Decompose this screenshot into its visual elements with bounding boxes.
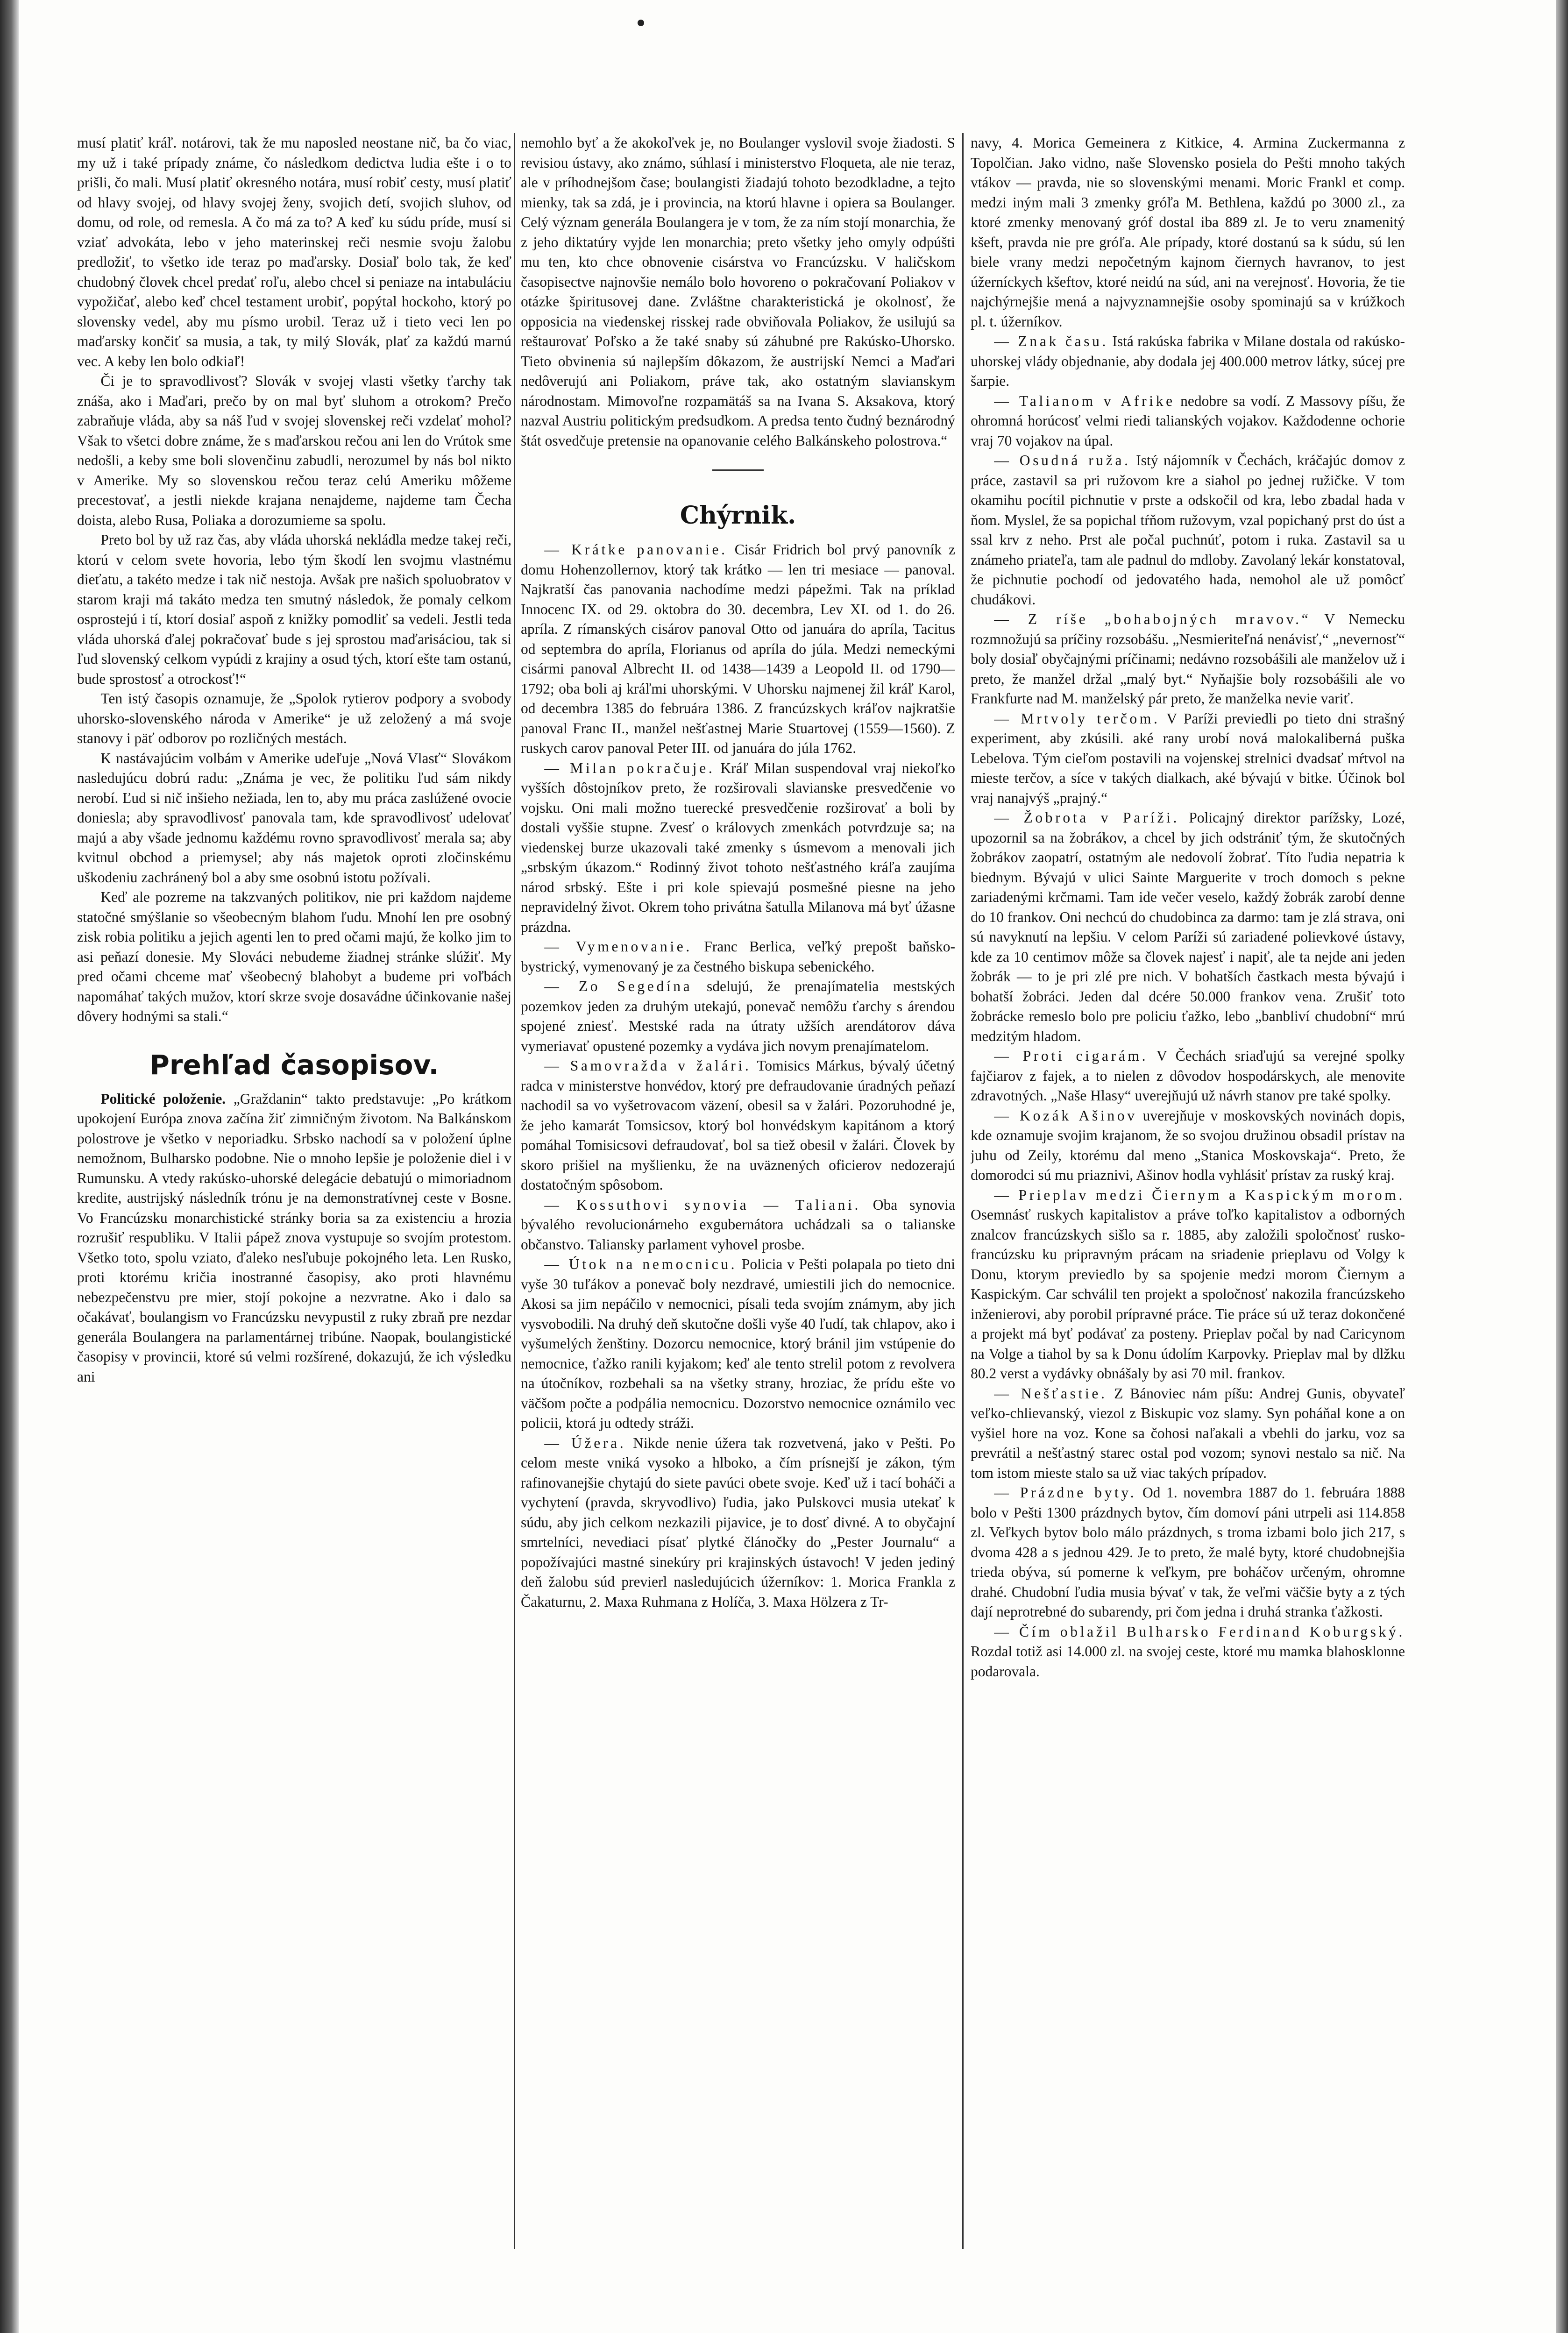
news-item-text: Kráľ Milan suspendoval vraj niekoľko vyšších dôstojníkov preto, že rozširovali slavianske presvedčenie vo vojsku. Oni mali možno tuerecké presvedčenie rozširovať a boli by dostali vyššie stupne. Zvesť o královych zmenkách potvrdzuje sa; na viedenskej burze ukazovali také zmenky s úsmevom a menovali jich „srbským úkazom.“ Rodinný život tohoto nešťastného kráľa zaujíma národ srbský. Ešte i pri kole spievajú posmešné piesne na jeho nepravidelný život. Okrem toho privátna šatulla Milanova má byť úžasne prázdna. [521, 759, 955, 935]
article-paragraph: Keď ale pozreme na takzvaných politikov, nie pri každom najdeme statočné smýšlanie so všeobecným blahom ľudu. Mnohí len pre osobný zisk robia politiku a jejich agenti len to pred očami majú, že kolko jim to asi peňazí donesie. My Slováci nebudeme žiadnej stránke slúžiť. My pred očami chceme mať všeobecný blahobyt a budeme pri voľbách napomáhať takých mužov, ktorí skrze svoje dosavádne účinkovanie našej dôvery hodnými sa stali.“ [77, 889, 511, 1024]
news-item [971, 1046, 1405, 1106]
divider-rule [712, 469, 764, 471]
news-item [971, 1185, 1405, 1384]
news-item [971, 1106, 1405, 1185]
scan-right-edge [1556, 0, 1568, 2333]
news-item [971, 1622, 1405, 1682]
article-paragraph: musí platiť kráľ. notárovi, tak že mu naposled neostane nič, ba čo viac, my už i také prípady známe, čo následkom dedictva ludia ešte i o to prišli, čo mali. Musí platiť okresného notára, musí robiť cesty, musí platiť od hlavy svojej, od hlavy svojej ženy, svojich detí, svojich sluhov, od domu, od role, od remesla. A čo má za to? A keď ku súdu príde, musí si vziať advokáta, lebo v jeho materinskej reči nesmie svoju žalobu predložiť, to všetko ide teraz po maďarsky. Dosiaľ bolo tak, že keď chudobný človek chcel predať roľu, alebo chcel si peniaze na intabuláciu vypožičať, alebo keď chcel testament urobiť, popýtal hockoho, ktorý po slovensky vedel, aby mu písmo urobil. Teraz už i tieto veci len po maďarsky končiť sa musia, a tak, ty milý Slovák, plať za každú marnú vec. A keby len bolo odkiaľ! [77, 135, 511, 369]
news-item-text: Istá rakúska fabrika v Milane dostala od rakúsko-uhorskej vlády objednanie, aby dodala jej 400.000 metrov látky, súcej pre šarpie. [971, 333, 1405, 389]
news-item-lead: — Prázdne byty. [994, 1484, 1137, 1501]
section-title-chyrnik: Chýrnik. [680, 501, 796, 530]
news-item [521, 540, 955, 759]
news-item [521, 1433, 955, 1612]
news-item [971, 610, 1405, 709]
news-item-lead: — Talianom v Afrike [994, 392, 1175, 409]
article-paragraph: nemohlo byť a že akokoľvek je, no Boulanger vyslovil svoje žiadosti. S revisiou ústavy, ako známo, súhlasí i ministerstvo Floqueta, ale nie teraz, ale v príhodnejšom čase; boulangisti žiadajú tohoto bezodkladne, a tejto mienky, tak sa zdá, je i provincia, na ktorú hlavne i opiera sa Boulanger. Celý význam generála Boulangera je v tom, že za ním stojí monarchia, že z jeho diktatúry vyjde len monarchia; preto všetky jeho omyly odpúšti mu ten, kto chce obnovenie cisárstva vo Francúzsku. V haličskom časopisectve najnovšie nemálo bolo hovoreno o pokračovaní Poliakov v otázke špiritusovej dane. Zvláštne charakteristická je okolnosť, že opposicia na viedenskej risskej rade obviňovala Poliakov, že usilujú sa reštaurovať Poľsko a že také snaby sú záhubné pre Rakúsko-Uhorsko. Tieto obvinenia sú najlepším dôkazom, že austrijskí Nemci a Maďari nedôverujú ani Poliakom, práve tak, ako ostatným slavianskym národnostam. Mimovoľne rozpamätáš sa na Ivana S. Aksakova, ktorý nazval Austriu politickým predsudkom. A predsa tento čudný beznárodný štát osvedčuje pretensie na opanovanie celého Balkánskeho polostrova.“ [521, 135, 955, 449]
news-item-text: V Paríži previedli po tieto dni strašný experiment, aby zkúsili. aké rany urobí nová malokaliberná puška Lebelova. Tým cieľom postavili na vojenskej strelnici dvadsať mŕtvol na mieste terčov, a síce v takých dialkach, aké bývajú v bitke. Účinok bol vraj nanajvýš „prajný.“ [971, 710, 1405, 806]
news-item-lead: — Nešťastie. [994, 1385, 1107, 1402]
news-item [971, 709, 1405, 808]
scan-left-edge [0, 0, 19, 2333]
news-item-text: V Čechách sriaďujú sa verejné spolky fajčiarov z fajek, a to nielen z dôvodov hospodárskych, ale menovite zdravotných. „Naše Hlasy“ uverejňujú už návrh stanov pre také spolky. [971, 1048, 1405, 1104]
news-item-lead: — Útok na nemocnicu. [544, 1256, 738, 1272]
news-item-text: V Nemecku rozmnožujú sa príčiny rozsobášu. „Nesmieriteľná nenávisť,“ „nevernosť“ boly dosiaľ obyčajnými príčinami; nedávno rozsobášili ale manželov už i preto, že manžel držal „malý byt.“ Nyňajšie boly rozsobášili ale vo Frankfurte nad M. manželský pár preto, že manželka nevie variť. [971, 611, 1405, 707]
news-item-text: Od 1. novembra 1887 do 1. februára 1888 bolo v Pešti 1300 prázdnych bytov, čím domoví páni utrpeli asi 114.858 zl. Veľkych bytov bolo málo prázdnych, s troma izbami bolo jich 217, s dvoma 428 a s jednou 429. Je to preto, že malé byty, ktoré chudobnejšia trieda obýva, sú pomerne k veľkym, pre boháčov určeným, ohromne drahé. Chudobní ľudia musia bývať v tak, že veľmi väčšie byty a z tých dají neprotrebné do subarendy, pri čom jedna i druhá stranka ťažkosti. [971, 1484, 1405, 1620]
news-item-text: Nikde nenie úžera tak rozvetvená, jako v Pešti. Po celom meste vniká vysoko a hlboko, a čím prísnejší je zákon, tým rafinovanejšie chytajú do siete pavúci obete svoje. Keď už i tací boháči a vychytení (pravda, skryvodlivo) ľudia, jako Pulskovci musia utekať k súdu, aby jich celkom nezkazili pijavice, je to dosť divné. A to obyčajní smrtelníci, nevediaci písať plytké článočky do „Pester Journalu“ a popožívajúci mastné sinekúry pri krajinských ústavoch! V jeden jediný deň žalobu súd previerl nasledujúcich úžerníkov: 1. Morica Frankla z Čakaturnu, 2. Maxa Ruhmana z Holíča, 3. Maxa Hölzera z Tr- [521, 1434, 955, 1610]
news-item [971, 808, 1405, 1046]
news-item-text: Tomisics Márkus, bývalý účetný radca v ministerstve honvédov, ktorý pre defraudovanie úradných peňazí nachodil sa vo vyšetrovacom väzení, obesil sa v žalári. Pozoruhodné je, že jeho kamarát Tomsicsov, ktorý bol honvédskym kapitánom a ktorý pomáhal Tomisicsovi defraudovať, bol sa tiež obesil v žalári. Človek by skoro prišiel na myšlienku, že na uväznených oficierov nedozerajú dostatočným spôsobom. [521, 1057, 955, 1193]
print-mark [638, 20, 644, 26]
news-item-continuation: navy, 4. Morica Gemeinera z Kitkice, 4. Armina Zuckermanna z Topolčian. Jako vidno, naše Slovensko posiela do Pešti mnoho takých vtákov — pravda, nie so slovenskými menami. Moric Frankl et comp. medzi iným mali 3 zmenky gróľa M. Bethlena, každú po 3000 zl., za ktoré zmenky menovaný gróf dostal iba 889 zl. Je to veru znamenitý kšeft, pravda nie pre gróľa. Ale prípady, ktoré dostanú sa k súdu, sú len biele vrany medzi nepočetným kajnom čiernych havranov, to jest úžerníckych kšeftov, ktoré neidú na súd, ani na verejnosť. Hovoria, že tie najchýrnejšie mená a najvyznamnejšie osoby spominajú sa v krúžkoch pl. t. úžerníkov. [971, 135, 1405, 330]
column-2 [521, 133, 955, 2244]
news-item-text: Policajný direktor parížsky, Lozé, upozornil sa na žobrákov, a chcel by jich odstrániť tým, že skutočných žobrákov zaopatrí, ostatným ale nedovolí žobrať. Títo ľudia nepatria k biednym. Bývajú v ulici Sainte Marguerite v troch domoch s pekne zariadenými krčmami. Tam ide večer veselo, každý žobrák zarobí denne do 10 frankov. Oni nechcú do chudobinca za darmo: tam je zlá strava, oni sú navyknutí na lepšiu. V celom Paríži sú zariadené polievkové ústavy, kde za 10 centimov môže sa človek najesť i napiť, ale ta nejde ani jeden žobrák — to je pri zlé pre nich. V bohatších častkach mesta bývajú i bohatší žobráci. Jeden dal dcére 50.000 frankov vena. Zrušiť toto žobrácke remeslo bolo pre policiu ťažko, lebo „banbliví chudobní“ mrú medzitým hladom. [971, 809, 1405, 1044]
news-item-lead: — Z ríše „bohabojných mravov.“ [994, 611, 1311, 627]
news-item [971, 332, 1405, 391]
news-item-text: Istý nájomník v Čechách, kráčajúc domov z práce, zastavil sa pri ružovom kre a siahol po jednej ružičke. V tom okamihu pocítil pichnutie v prste a odskočil od kra, lebo zbadal hada v ňom. Myslel, že sa popichal tŕňom ružovym, vzal popichaný prst do úst a ssal krv z neho. Prst ale počal puchnúť, potom i ruka. Zastavil sa u známeho priateľa, tam ale padnul do mdloby. Zavolaný lekár konstatoval, že pichnutie pochodí od jedovatého hada, nemohol ale už pomôcť chudákovi. [971, 452, 1405, 608]
news-item-text: uverejňuje v moskovských novinách dopis, kde oznamuje svojim krajanom, že so svojou družinou obsadil prístav na juhu od Zeily, ktorému dal meno „Stanica Moskovskaja“. Preto, že domorodci sú mu priaznivi, Ašinov hodla vyhlásiť prístav za ruský kraj. [971, 1107, 1405, 1183]
news-item-text: Policia v Pešti polapala po tieto dni vyše 30 tuľákov a ponevač boly nezdravé, umiestili jich do nemocnice. Akosi sa jim nepáčilo v nemocnici, písali teda svojím známym, aby jich vysvobodili. Na druhý deň skutočne došli vyše 40 ľudí, tak chlapov, ako i vyšumelých ženštiny. Dozorcu nemocnice, ktorý bránil jim vstúpenie do nemocnice, ťažko ranili kyjakom; keď ale tento strelil potom z revolvera na útočníkov, rozbehali sa na všetky strany, hroziac, že prídu ešte vo väčšom počte a podpália nemocnicu. Dozorstvo nemocnice oznámilo vec policii, ktorá ju odtedy stráži. [521, 1256, 955, 1431]
news-item-text: Cisár Fridrich bol prvý panovník z domu Hohenzollernov, ktorý tak krátko — len tri mesiace — panoval. Najkratší čas panovania nachodíme medzi pápežmi. Tak na príklad Innocenc IX. od 29. oktobra do 30. decembra, Lev XI. od 1. do 26. apríla. Z rímanských cisárov panoval Otto od januára do apríla, Tacitus od septembra do apríla, Florianus od apríla do júla. Medzi nemeckými cisármi panoval Albrecht II. od 1438—1439 a Leopold II. od 1790—1792; oba boli aj kráľmi uhorskými. V Uhorsku najmenej žil kráľ Karol, od decembra 1385 do februára 1386. Z francúzskych kráľov najkratšie panoval Franc II., manžel nešťastnej Marie Stuartovej (1559—1560). Z ruskych carov panoval Peter III. od januára do júla 1762. [521, 541, 955, 756]
news-item-text: Franc Berlica, veľký prepošt baňsko-bystrický, vymenovaný je za čestného biskupa sebenického. [521, 938, 955, 975]
article-paragraph: K nastávajúcim volbám v Amerike udeľuje „Nová Vlasť“ Slovákom nasledujúcu dobrú radu: „Známa je vec, že politiku ľud sám nikdy nerobí. Ľud si nič inšieho nežiada, len to, aby mu práca zaslúžené ovocie doniesla; aby spravodlivosť panovala tam, kde spravodlivosť udelovať majú a aby všade jednomu každému rovno spravodlivosť merala sa; aby kvitnul obchod a priemysel; aby nás majetok oproti zločinskému uškodeniu zachránený bol a aby sme osobnú istotu požívali. [77, 750, 511, 886]
news-item-text: nedobre sa vodí. Z Massovy píšu, že ohromná horúcosť velmi riedi talianských vojakov. Každodenne ochorie vraj 70 vojakov na úpal. [971, 392, 1405, 449]
news-item [521, 1056, 955, 1195]
news-item-lead: — Žobrota v Paríži. [994, 809, 1180, 826]
news-item-lead: — Krátke panovanie. [544, 541, 728, 558]
news-item [971, 1384, 1405, 1483]
news-item [521, 1195, 955, 1255]
news-item-lead: — Prieplav medzi Čiernym a Kaspickým morom. [994, 1186, 1405, 1203]
news-item-text: sdelujú, že prenajímatelia mestských pozemkov jeden za druhým utekajú, ponevač nemôžu ťarchy s árendou spojené zniesť. Mestské rada na útraty užších arendátorov dáva vymeriavať opustené pozemky a vydáva jich novym prenajímatelom. [521, 978, 955, 1054]
column-rule-1 [514, 133, 515, 2249]
news-item [521, 937, 955, 977]
news-item-text: Z Bánoviec nám píšu: Andrej Gunis, obyvateľ veľko-chlievanský, viezol z Biskupic voz slamy. Syn poháňal kone a on vyšiel hore na voz. Kone sa čohosi naľakali a vbehli do jarku, voz sa prevrátil a nešťastný starec ostal pod vozom; synovi nestalo sa nič. Na tom istom mieste stalo sa už viac takých prípadov. [971, 1385, 1405, 1481]
section-text: „Graždanin“ takto predstavuje: „Po krátkom upokojení Európa znova začína žiť zimničným životom. Na Balkánskom polostrove je všetko v neporiadku. Srbsko nachodí sa v položení úplne nemožnom, Bulharsko podobne. Nie o mnoho lepšie je položenie diel i v Rumunsku. A vtedy rakúsko-uhorské delegácie debatujú o mimoriadnom kredite, austrijský následník trónu je na demonstratívnej ceste v Bosne. Vo Francúzsku monarchistické stránky boria sa za existenciu a hrozia rozrušiť respubliku. V Italii pápež znova vystupuje so svojím protestom. Všetko toto, spolu vziato, ďaleko nesľubuje pokojného leta. Len Rusko, proti ktorému kričia inostranné časopisy, ako proti hlavnému nebezpečenstvu pre mier, stojí pokojne a nezvratne. Ako i dalo sa očakávať, boulangism vo Francúzsku nevypustil z ruky zbraň pre nezdar generála Boulangera na parlamentárnej tribúne. Naopak, boulangistické časopisy v provincii, ktoré sú velmi rozšírené, dokazujú, že ich výsledku ani [77, 1090, 511, 1385]
news-item-lead: — Kossuthovi synovia — Taliani. [544, 1196, 861, 1213]
section-lead: Politické položenie. [100, 1090, 226, 1107]
news-item [971, 391, 1405, 451]
news-item [521, 1255, 955, 1433]
news-item-lead: — Samovražda v žalári. [544, 1057, 752, 1074]
news-item [971, 1483, 1405, 1622]
section-title-prehlad: Prehľad časopisov. [149, 1049, 439, 1081]
article-paragraph: Preto bol by už raz čas, aby vláda uhorská nekládla medze takej reči, ktorú v celom svete hovoria, lebo tým škodí len svojmu vlastnému dieťatu, a takéto medze i tak nič nestoja. Avšak pre našich spoluobratov v starom kraji má takáto medza ten smutný následok, že pomaly celkom osprostejú i tí, ktorí dosiaľ aspoň z knižky pomodliť sa vedeli. Jestli teda vláda uhorská ďalej pokračovať bude s jej sprostou maďarisáciou, tak si ľud slovenský celkom vypúdi z krajiny a osud tých, ktorí ešte tam ostanú, bude sprostosť a otrockosť!“ [77, 532, 511, 687]
news-item-lead: — Znak času. [994, 333, 1109, 349]
news-item-lead: — Čím oblažil Bulharsko Ferdinand Koburgský. [994, 1623, 1405, 1640]
news-item-lead: — Úžera. [544, 1434, 626, 1451]
news-item-text: Oba synovia bývalého revolucionárneho exgubernátora uchádzali sa o talianske občanstvo. Taliansky parlament vyhovel prosbe. [521, 1196, 955, 1253]
section-paragraph [77, 1089, 511, 1387]
column-rule-2 [962, 133, 964, 2249]
article-paragraph: Ten istý časopis oznamuje, že „Spolok rytierov podpory a svobody uhorsko-slovenského národa v Amerike“ je už zeložený a má svoje stanovy i päť odborov po rozličných mestách. [77, 690, 511, 746]
news-item [521, 977, 955, 1056]
news-item [521, 759, 955, 937]
news-item-lead: — Kozák Ašinov [994, 1107, 1137, 1124]
news-item-text: Osemnásť ruskych kapitalistov a práve toľko kapitalistov a odborných znalcov francúzskych sišlo sa r. 1885, aby založili spoločnosť rusko-francúzsku ku pripravným prácam na sriadenie prieplavu od Volgy k Donu, ktorym previedlo by sa spojenie medzi morom Čiernym a Kaspickým. Car schválil ten projekt a spoločnosť nakozila francúzskeho inženierovi, aby porobil prípravné práce. Tie práce sú už teraz dokončené a projekt má byť podávať za posteny. Prieplav počal by nad Caricynom na Volge a tiahol by sa k Donu údolím Karpovky. Prieplav mal by dlžku 80.2 verst a vydávky obnášaly by asi 70 mil. frankov. [971, 1206, 1405, 1382]
news-item-text: Rozdal totiž asi 14.000 zl. na svojej ceste, ktoré mu mamka blahosklonne podarovala. [971, 1643, 1405, 1680]
news-item-lead: — Zo Segedína [544, 978, 693, 994]
article-paragraph: Či je to spravodlivosť? Slovák v svojej vlasti všetky ťarchy tak znáša, ako i Maďari, prečo by on mal byť sluhom a otrokom? Prečo zabraňuje vláda, aby sa náš ľud v svojej slovenskej reči vzdelať mohol? Však to všetci dobre známe, že s maďarskou rečou ani len do Vrútok sme nedošli, a keby sme boli slovenčinu zabudli, nerozumel by nás bol nikto v Amerike. My so slovenskou rečou teraz celú Ameriku môžeme precestovať, a jestli niekde krajana nenajdeme, najdeme tam Čecha doista, alebo Rusa, Poliaka a dorozumieme sa spolu. [77, 373, 511, 528]
column-1 [77, 133, 511, 2244]
news-item [971, 451, 1405, 610]
column-3 [971, 133, 1405, 2244]
news-item-lead: — Vymenovanie. [544, 938, 692, 955]
news-item-lead: — Milan pokračuje. [544, 759, 715, 776]
news-item-lead: — Osudná ruža. [994, 452, 1131, 468]
news-item-lead: — Proti cigarám. [994, 1048, 1149, 1064]
news-item-lead: — Mrtvoly terčom. [994, 710, 1160, 727]
